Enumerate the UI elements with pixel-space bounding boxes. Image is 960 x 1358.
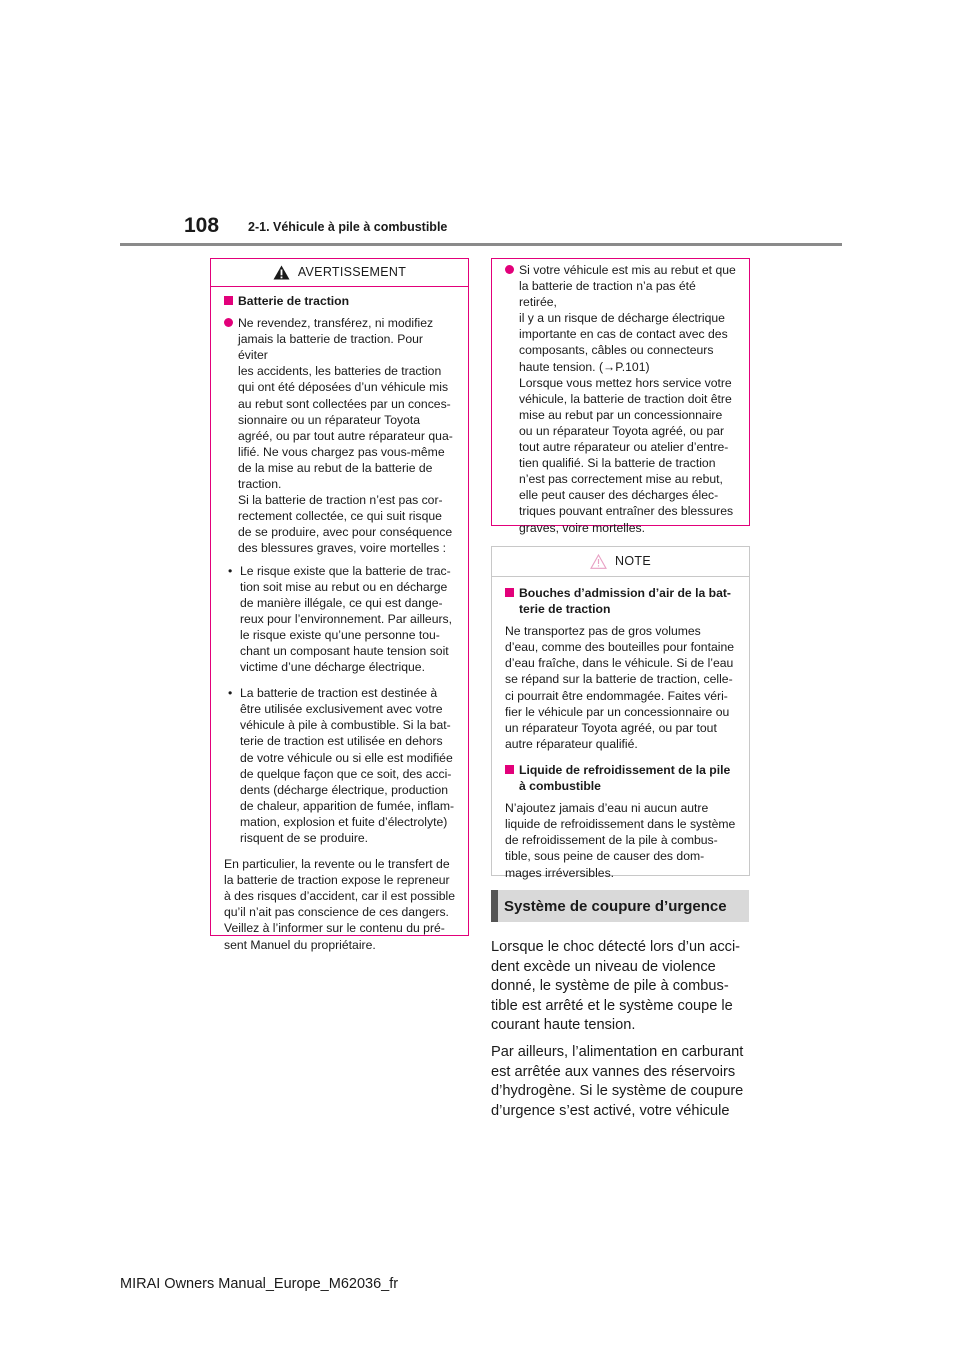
warning-item [224, 315, 455, 556]
warning-bullet: • La batterie de traction est destinée à être utilisée exclusivement avec votre véhicule à pile à combustible. Si la bat- terie de traction est utilisée en dehors de votre véhicule ou si elle est modifiée de quelque façon que ce soit, des acci- dents (décharge électrique, production de chaleur, apparition de fumée, inflam- mation, explosion et fuite d’électrolyte) risquent de se produire. [224, 685, 455, 846]
warning-triangle-icon [273, 265, 290, 280]
section-body [491, 938, 756, 1128]
note-text: N’ajoutez jamais d’eau ni aucun autre liquide de refroidissement dans le système de refroidissement de la pile à combus- tible, sous peine de causer des dom- mages irréversibles. [505, 801, 736, 880]
body-paragraph: Par ailleurs, l’alimentation en carburant est arrêtée aux vannes des réservoirs d’hydrogène. Si le système de coupure d’urgence s’est activé, votre véhicule [491, 1043, 744, 1119]
footer-document-id: MIRAI Owners Manual_Europe_M62036_fr [120, 1276, 399, 1292]
note-box [491, 546, 750, 880]
note-text: Ne transportez pas de gros volumes d’eau, comme des bouteilles pour fontaine d’eau fraîche, dans le véhicule. Si de l’eau se répand sur la batterie de traction, celle- ci pourrait être endommagée. Faites véri- fier le véhicule par un concessionnaire ou un réparateur Toyota agréé, ou par tout autre réparateur qualifié. [505, 624, 734, 751]
warning-item-text: Ne revendez, transférez, ni modifiez jamais la batterie de traction. Pour éviter les accidents, les batteries de traction qui ont été déposées d’un véhicule mis au rebut sont collectées par un conces- sionnaire ou un réparateur Toyota agréé, ou par tout autre réparateur qua- lifié. Ne vous chargez pas vous-même de la mise au rebut de la batterie de traction. [238, 316, 453, 492]
section-banner-title: Système de coupure d’urgence [504, 897, 727, 915]
page-reference-link[interactable]: →P.101 [603, 359, 646, 374]
body-paragraph: Lorsque le choc détecté lors d’un acci- dent excède un niveau de violence donné, le système de pile à combus- tible est arrêté et le système coupe le courant haute tension. [491, 939, 741, 1034]
warning-closing: En particulier, la revente ou le transfert de la batterie de traction expose le repreneur à des risques d’accident, car il est possible qu’il n’ait pas conscience de ces dangers. Veillez à l’informer sur le contenu du pré- sent Manuel du propriétaire. [224, 857, 456, 952]
caution-triangle-icon [590, 554, 607, 569]
warning-bullet: • Le risque existe que la batterie de trac- tion soit mise au rebut ou en décharge de manière illégale, ce qui est dange- reux pour l’environnement. Par ailleurs, le risque existe qu’une personne tou- chant un composant haute tension soit victime d’une décharge électrique. [224, 563, 455, 676]
warning-item [505, 262, 736, 536]
warning-title: AVERTISSEMENT [297, 265, 407, 280]
note-box-header [492, 547, 749, 577]
section-title: 2-1. Véhicule à pile à combustible [248, 220, 448, 234]
warning-box-header [211, 259, 468, 287]
warning-item-text: Si votre véhicule est mis au rebut et que la batterie de traction n’a pas été retirée, il y a un risque de décharge électrique importante en cas de contact avec des composants, câbles ou connecteurs haute tension. (→P.101) [519, 263, 736, 374]
header-rule [120, 243, 842, 246]
note-heading: Liquide de refroidissement de la pile à combustible [505, 762, 736, 794]
page-number: 108 [184, 214, 220, 237]
note-title: NOTE [615, 554, 651, 569]
note-heading: Bouches d’admission d’air de la bat- terie de traction [505, 585, 736, 617]
warning-item-continued: Lorsque vous mettez hors service votre véhicule, la batterie de traction doit être mise au rebut par un concessionnaire ou un réparateur Toyota agréé, ou par tout autre réparateur ou atelier d’entre- tien qualifié. Si la batterie de traction n’est pas correctement mise au rebut, elle peut causer des décharges élec- triques pouvant entraîner des blessures graves, voire mortelles. [519, 375, 734, 535]
warning-continuation-box [491, 258, 750, 535]
warning-heading: Batterie de traction [224, 293, 455, 309]
section-banner [491, 890, 749, 922]
warning-item-continued: Si la batterie de traction n’est pas cor- rectement collectée, ce qui suit risque de se produire, avec pour conséquence des blessures graves, voire mortelles : [238, 493, 453, 556]
warning-box [210, 258, 469, 952]
